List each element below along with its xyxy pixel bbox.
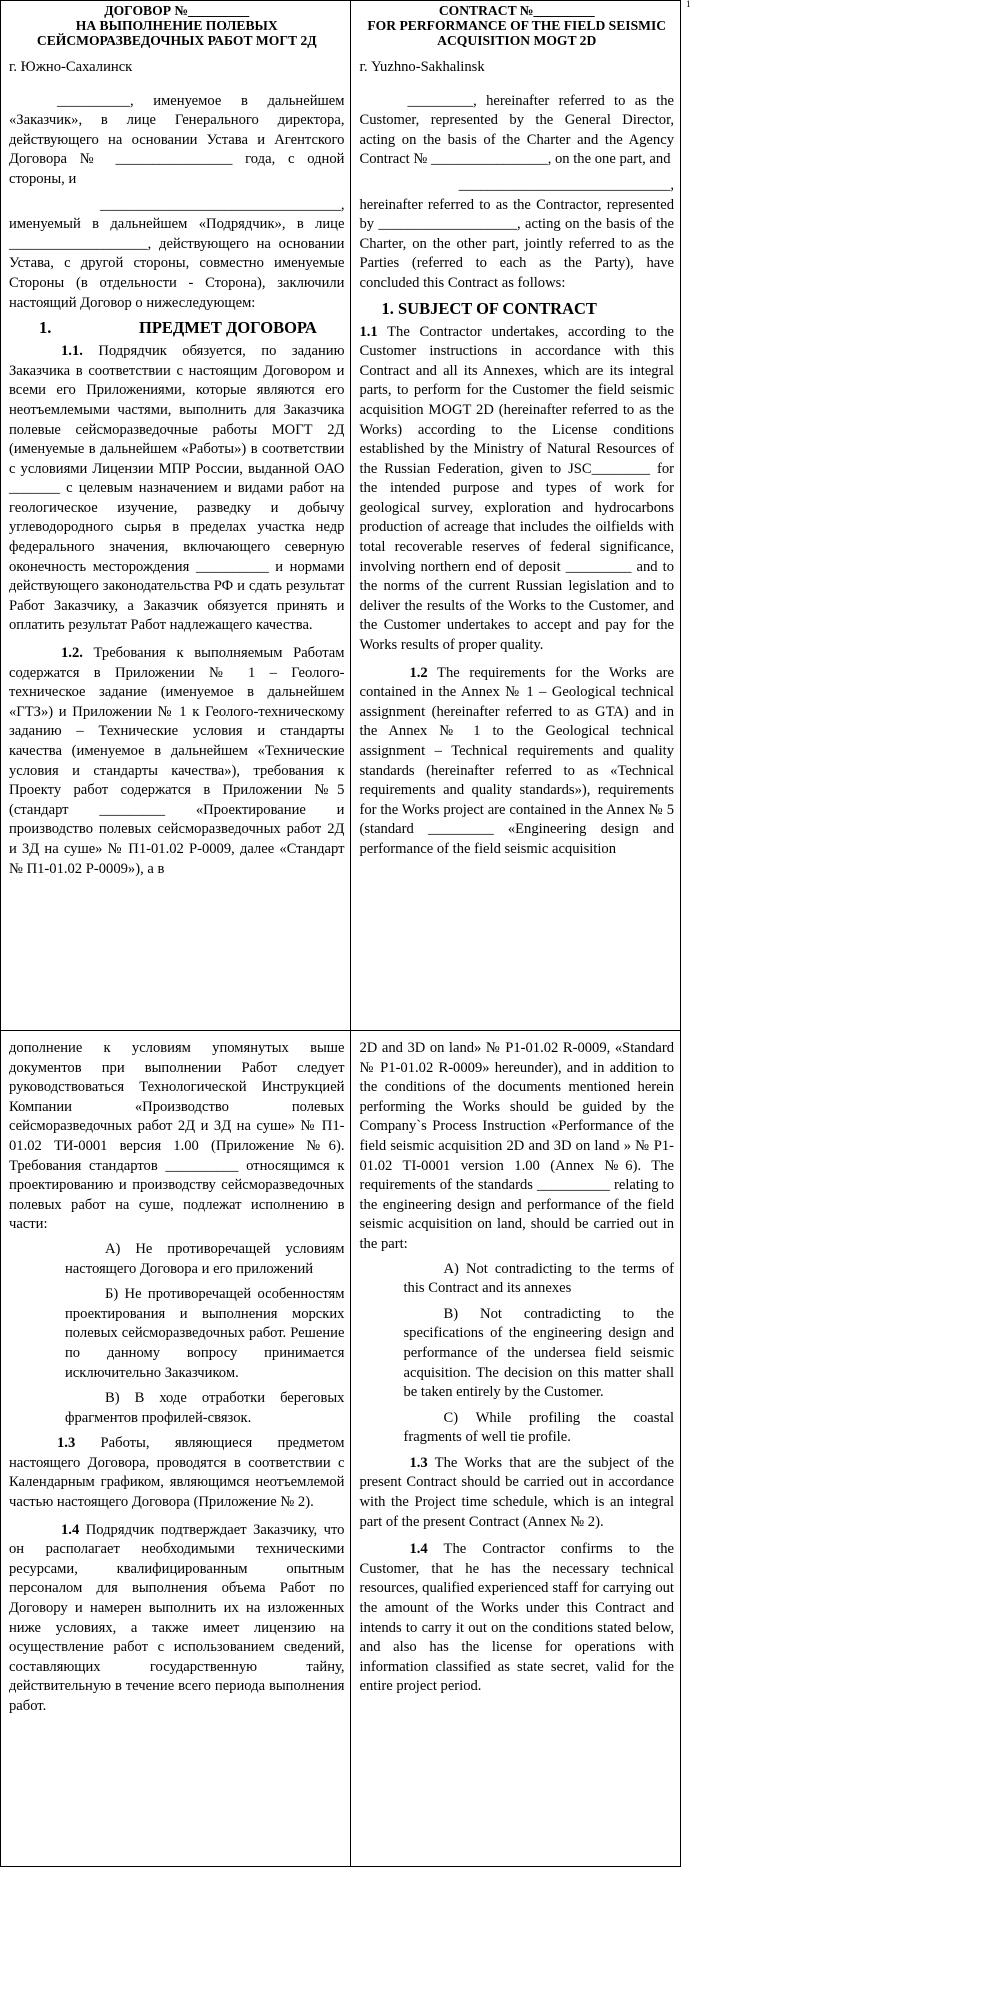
ru-city: г. Южно-Сахалинск: [9, 59, 133, 75]
ru-blank-line: _________________________________,: [100, 196, 345, 213]
en-blank-line: _____________________________,: [458, 176, 674, 193]
ru-clause-1-3: 1.3 Работы, являющиеся предметом настоящего Договора, проводятся в соответствии с Календарным графиком, являющимся неотъемлемой частью настоящего Договора (Приложение № 2).: [9, 1435, 345, 1511]
en-clause-1-1: 1.1 The Contractor undertakes, according to the Customer instructions in accordance with this Contract and all its Annexes, which are its integral parts, to perform for the Customer the field seismic acquisition MOGT 2D (hereinafter referred to as the Works) according to the License conditions established by the Ministry of Natural Resources of the Russian Federation, given to JSC________ for the intended purpose and types of work for geological survey, exploration and hydrocarbons production of acreage that includes the oilfields with total recoverable reserves of federal significance, involving northern end of deposit _________ and to the norms of the current Russian legislation and to deliver the results of the Works to the Customer, and the Customer undertakes to accept and pay for the Works results of proper quality.: [359, 323, 674, 654]
ru-clause-1-2-continued: дополнение к условиям упомянутых выше документов при выполнении Работ следует руководствоваться Технологической Инструкцией Компании «Производство полевых сейсморазведочных работ 2Д и 3Д на суше» № П1-01.02 ТИ-0001 версия 1.00 (Приложение №6). Требования стандартов __________ относящимся к проектированию и производству сейсморазведочных полевых работ на суше, подлежат исполнению в части:: [9, 1040, 345, 1233]
ru-title: ДОГОВОР №_________ НА ВЫПОЛНЕНИЕ ПОЛЕВЫХ СЕЙСМОРАЗВЕДОЧНЫХ РАБОТ МОГТ 2Д: [36, 3, 317, 48]
en-item-b: B) Not contradicting to the specifications of the engineering design and performance of the undersea field seismic acquisition. The decision on this matter shall be taken entirely by the Customer.: [403, 1305, 674, 1401]
en-preamble-contractor: hereinafter referred to as the Contractor, represented by ___________________, acting on the basis of the Charter, on the other part, jointly referred to as the Parties (referred to each as the Party), have concluded this Contract as follows:: [359, 196, 674, 291]
en-title: CONTRACT №_________ FOR PERFORMANCE OF THE FIELD SEISMIC ACQUISITION MOGT 2D: [367, 3, 667, 48]
en-clause-1-2-continued: 2D and 3D on land» № P1-01.02 R-0009, «Standard № P1-01.02 R-0009» hereunder), and in addition to the conditions of the documents mentioned herein performing the Works should be guided by the Company`s Process Instruction «Performance of the field seismic acquisition 2D and 3D on land » № P1-01.02 TI-0001 version 1.00 (Annex №6). The requirements of the standards __________ relating to the engineering design and performance of the field seismic acquisition on land, should be carried out in the part:: [359, 1040, 674, 1252]
ru-item-b: Б) Не противоречащей особенностям проектирования и выполнения морских полевых сейсморазведочных работ. Решение по данному вопросу принимается исключительно Заказчиком.: [65, 1286, 345, 1381]
english-column-continued: [351, 1031, 680, 1866]
corner-mark: 1: [686, 0, 691, 9]
en-item-a: A) Not contradicting to the terms of this Contract and its annexes: [403, 1260, 674, 1297]
russian-column-continued: [1, 1031, 351, 1866]
en-section-1-title: 1. SUBJECT OF CONTRACT: [381, 298, 597, 318]
en-clause-1-3: 1.3 The Works that are the subject of the present Contract should be carried out in accordance with the Project time schedule, which is an integral part of the present Contract (Annex № 2).: [359, 1454, 674, 1530]
ru-clause-1-4: 1.4 Подрядчик подтверждает Заказчику, что он располагает необходимыми техническими ресурсами, квалифицированным опытным персоналом для выполнения объема Работ по Договору и намерен выполнить их на изложенных ниже условиях, а также имеет лицензию на осуществление работ с использованием сведений, составляющих государственную тайну, действительную в течение всего периода выполнения работ.: [9, 1521, 345, 1714]
en-preamble-customer: _________, hereinafter referred to as the Customer, represented by the General Director, acting on the basis of the Charter and the Agency Contract № ________________, on the one part, and: [359, 92, 674, 168]
ru-section-1-title: 1. ПРЕДМЕТ ДОГОВОРА: [39, 318, 317, 338]
russian-column: [1, 1, 351, 1030]
english-column: [351, 1, 680, 1030]
en-item-c: C) While profiling the coastal fragments of well tie profile.: [403, 1409, 674, 1446]
ru-preamble-contractor: именуемый в дальнейшем «Подрядчик», в лице ___________________, действующего на основании Устава, с другой стороны, совместно именуемые Стороны (в отдельности - Сторона), заключили настоящий Договор о нижеследующем:: [9, 216, 345, 311]
en-clause-1-4: 1.4 The Contractor confirms to the Customer, that he has the necessary technical resources, qualified experienced staff for carrying out the amount of the Works under this Contract and intends to carry it out on the conditions stated below, and also has the license for operations with information classified as state secret, valid for the entire project period.: [359, 1541, 674, 1695]
ru-clause-1-2: 1.2. Требования к выполняемым Работам содержатся в Приложении № 1 – Геолого-техническое задание (именуемое в дальнейшем «ГТЗ») и Приложении № 1 к Геолого-техническому заданию – Технические условия и стандарты качества (именуемое в дальнейшем «Технические условия и стандарты качества»), требования к Проекту работ содержатся в Приложении №5 (стандарт _________ «Проектирование и производство полевых сейсморазведочных работ 2Д и 3Д на суше» № П1-01.02 Р-0009, далее «Стандарт № П1-01.02 Р-0009»), а в: [9, 645, 345, 877]
contract-table-bottom: [0, 1030, 681, 1867]
en-city: г. Yuzhno-Sakhalinsk: [359, 59, 485, 75]
ru-item-c: В) В ходе отработки береговых фрагментов профилей-связок.: [65, 1390, 345, 1426]
en-clause-1-2: 1.2 The requirements for the Works are contained in the Annex № 1 – Geological technical assignment (hereinafter referred to as GTA) and in the Annex № 1 to the Geological technical assignment – Technical requirements and quality standards (hereinafter referred to as «Technical requirements and quality standards»), requirements for the Works project are contained in the Annex № 5 (standard _________ «Engineering design and performance of the field seismic acquisition: [359, 664, 674, 857]
contract-table-top: [0, 0, 681, 1031]
ru-clause-1-1: 1.1. Подрядчик обязуется, по заданию Заказчика в соответствии с настоящим Договором и всеми его Приложениями, которые являются его неотъемлемыми частями, выполнить для Заказчика полевые сейсморазведочные работы МОГТ 2Д (именуемые в дальнейшем «Работы») в соответствии с условиями Лицензии МПР России, выданной ОАО _______ с целевым назначением и видами работ на геологическое изучение, разведку и добычу углеводородного сырья в пределах участка недр федерального значения, включающего северную оконечность месторождения __________ и нормами действующего законодательства РФ и сдать результат Работ Заказчику, а Заказчик обязуется принять и оплатить результат Работ надлежащего качества.: [9, 343, 345, 634]
ru-preamble-customer: __________, именуемое в дальнейшем «Заказчик», в лице Генерального директора, действующего на основании Устава и Агентского Договора № ________________ года, с одной стороны, и: [9, 92, 345, 187]
ru-item-a: А) Не противоречащей условиям настоящего Договора и его приложений: [65, 1240, 345, 1277]
